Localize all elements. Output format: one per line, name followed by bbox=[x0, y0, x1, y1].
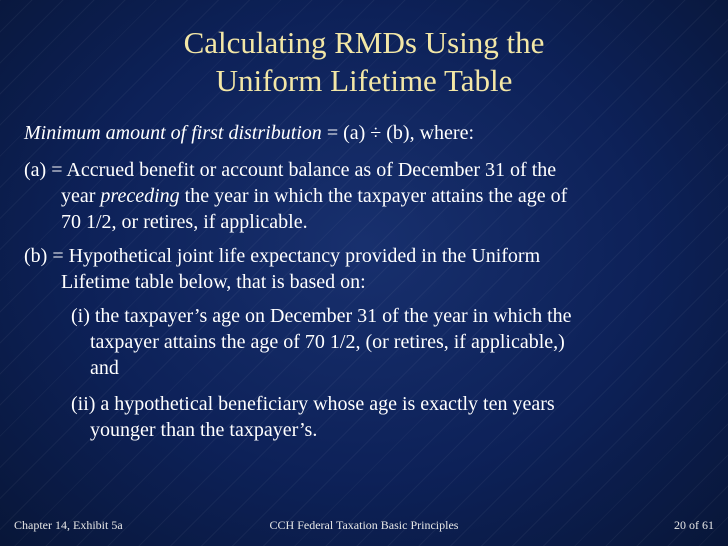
slide-body bbox=[24, 120, 704, 443]
slide-footer bbox=[0, 518, 728, 536]
item-ii-line-1: (ii) a hypothetical beneficiary whose age is exactly ten years bbox=[71, 393, 555, 415]
item-a-line-2-pre: year bbox=[61, 185, 101, 207]
item-b bbox=[24, 243, 704, 295]
intro-formula bbox=[24, 120, 704, 146]
title-line-1: Calculating RMDs Using the bbox=[183, 25, 545, 60]
item-a-line-3: 70 1/2, or retires, if applicable. bbox=[61, 211, 308, 233]
item-ii bbox=[24, 391, 704, 443]
footer-page-number: 20 of 61 bbox=[674, 518, 714, 532]
item-b-line-1: (b) = Hypothetical joint life expectancy provided in the Uniform bbox=[24, 245, 541, 267]
footer-publisher: CCH Federal Taxation Basic Principles bbox=[269, 518, 459, 532]
slide-title bbox=[0, 24, 728, 100]
item-i bbox=[24, 303, 704, 381]
footer-chapter: Chapter 14, Exhibit 5a bbox=[14, 518, 123, 532]
title-line-2: Uniform Lifetime Table bbox=[215, 63, 513, 98]
item-a-line-1: (a) = Accrued benefit or account balance as of December 31 of the bbox=[24, 159, 557, 181]
item-a-line-2 bbox=[24, 183, 704, 209]
intro-italic: Minimum amount of first distribution bbox=[24, 122, 322, 144]
item-i-line-2: taxpayer attains the age of 70 1/2, (or retires, if applicable,) bbox=[90, 331, 565, 353]
item-i-line-1: (i) the taxpayer’s age on December 31 of the year in which the bbox=[71, 305, 572, 327]
item-ii-line-2: younger than the taxpayer’s. bbox=[90, 419, 318, 441]
item-a-line-2-post: the year in which the taxpayer attains the age of bbox=[179, 185, 568, 207]
item-a bbox=[24, 157, 704, 235]
item-i-line-3: and bbox=[90, 357, 119, 379]
item-b-line-2: Lifetime table below, that is based on: bbox=[61, 271, 366, 293]
intro-rest: = (a) ÷ (b), where: bbox=[321, 122, 474, 144]
item-a-line-2-italic: preceding bbox=[100, 185, 180, 207]
